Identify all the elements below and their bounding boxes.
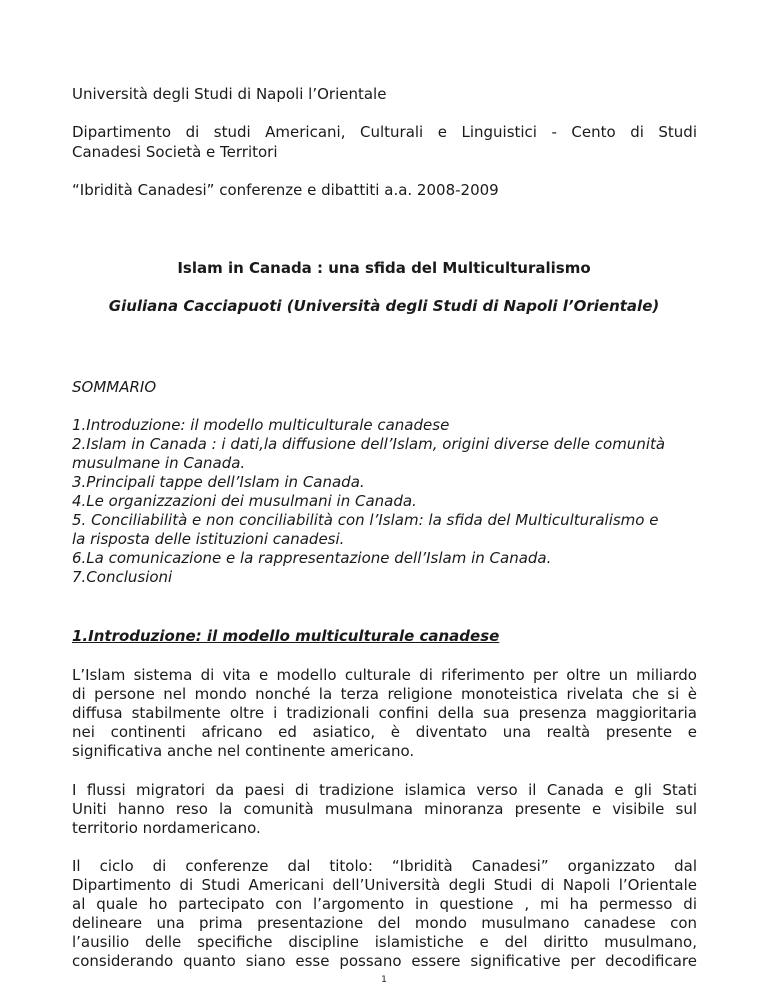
summary-line: 3.Principali tappe dell’Islam in Canada. (72, 473, 365, 491)
paragraph-line: diffusa stabilmente oltre i tradizionali confini della sua presenza maggioritaria (72, 704, 697, 722)
series-line: “Ibridità Canadesi” conferenze e dibattiti a.a. 2008-2009 (72, 181, 499, 199)
section-heading: 1.Introduzione: il modello multiculturale canadese (72, 627, 500, 645)
paragraph-line: di persone nel mondo nonché la terza religione monoteistica rivelata che si è (72, 685, 697, 703)
paragraph-line: l’ausilio delle specifiche discipline islamistiche e del diritto musulmano, (72, 933, 697, 951)
paragraph-line: significativa anche nel continente americano. (72, 742, 415, 760)
paragraph-line: territorio nordamericano. (72, 819, 261, 837)
university-line: Università degli Studi di Napoli l’Orientale (72, 85, 387, 103)
paragraph-line: Uniti hanno reso la comunità musulmana minoranza presente e visibile sul (72, 800, 697, 818)
paragraph-line: L’Islam sistema di vita e modello culturale di riferimento per oltre un miliardo (72, 666, 697, 684)
paragraph-line: al quale ho partecipato con l’argomento in questione , mi ha permesso di (72, 895, 697, 913)
summary-line: 1.Introduzione: il modello multiculturale canadese (72, 416, 450, 434)
summary-line: 2.Islam in Canada : i dati,la diffusione dell’Islam, origini diverse delle comunità (72, 435, 666, 453)
page-number: 1 (381, 975, 387, 985)
document-title: Islam in Canada : una sfida del Multiculturalismo (177, 259, 591, 277)
paragraph-line: I flussi migratori da paesi di tradizione islamica verso il Canada e gli Stati (72, 781, 697, 799)
summary-line: 7.Conclusioni (72, 568, 173, 586)
summary-line: musulmane in Canada. (72, 454, 246, 472)
paragraph-line: Dipartimento di Studi Americani dell’Università degli Studi di Napoli l’Orientale (72, 876, 697, 894)
summary-line: 5. Conciliabilità e non conciliabilità con l’Islam: la sfida del Multiculturalismo e (72, 511, 659, 529)
department-line-2: Canadesi Società e Territori (72, 143, 278, 161)
summary-heading: SOMMARIO (72, 378, 157, 396)
summary-line: 4.Le organizzazioni dei musulmani in Canada. (72, 492, 417, 510)
department-line-1: Dipartimento di studi Americani, Culturali e Linguistici - Cento di Studi (72, 123, 697, 141)
summary-line: 6.La comunicazione e la rappresentazione dell’Islam in Canada. (72, 549, 552, 567)
summary-line: la risposta delle istituzioni canadesi. (72, 530, 345, 548)
document-author: Giuliana Cacciapuoti (Università degli Studi di Napoli l’Orientale) (108, 297, 660, 315)
paragraph-line: Il ciclo di conferenze dal titolo: “Ibridità Canadesi” organizzato dal (72, 857, 697, 875)
paragraph-line: nei continenti africano ed asiatico, è diventato una realtà presente e (72, 723, 697, 741)
paragraph-line: considerando quanto siano esse possano essere significative per decodificare (72, 952, 697, 970)
paragraph-line: delineare una prima presentazione del mondo musulmano canadese con (72, 914, 697, 932)
